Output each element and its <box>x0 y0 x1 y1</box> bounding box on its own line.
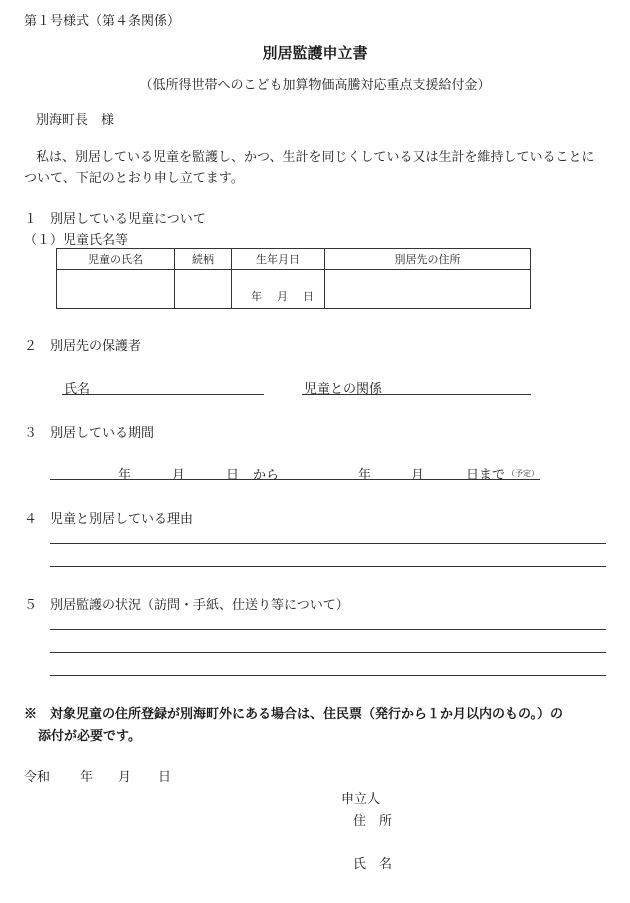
from-month-label: 月 <box>172 468 186 483</box>
applicant-address-label: 住 所 <box>353 814 393 829</box>
section4-heading: ４ 児童と別居している理由 <box>24 512 194 527</box>
period-field[interactable] <box>50 479 540 480</box>
birthdate-placeholder: 年 月 日 <box>251 290 316 303</box>
form-number: 第１号様式（第４条関係） <box>24 14 181 29</box>
status-line-3[interactable] <box>50 675 606 676</box>
section3-heading: ３ 別居している期間 <box>24 426 155 441</box>
guardian-name-label: 氏名 <box>64 382 91 397</box>
to-day-label: 日まで <box>466 468 506 483</box>
relationship-cell[interactable] <box>175 270 232 309</box>
relation-label: 児童との関係 <box>304 382 383 397</box>
reason-line-2[interactable] <box>50 566 606 567</box>
guardian-name-field[interactable] <box>62 394 264 395</box>
status-line-1[interactable] <box>50 629 606 630</box>
to-year-label: 年 <box>358 468 372 483</box>
planned-note: （予定） <box>507 469 539 478</box>
relation-field[interactable] <box>302 394 531 395</box>
intro-line-2: ついて、下記のとおり申し立てます。 <box>24 171 244 186</box>
date-day-label: 日 <box>158 770 172 785</box>
date-era: 令和 <box>24 770 51 785</box>
applicant-label: 申立人 <box>341 792 381 807</box>
section5-heading: ５ 別居監護の状況（訪問・手紙、仕送り等について） <box>24 598 349 613</box>
intro-line-1: 私は、別居している児童を監護し、かつ、生計を同じくしている又は生計を維持していることに <box>36 150 595 165</box>
note-line-2: 添付が必要です。 <box>38 729 141 744</box>
date-month-label: 月 <box>118 770 132 785</box>
section1-heading: １ 別居している児童について <box>24 212 206 227</box>
date-year-label: 年 <box>80 770 94 785</box>
address-cell[interactable] <box>325 270 531 309</box>
section1-subheading: （１）児童氏名等 <box>24 233 129 248</box>
from-word: から <box>253 468 280 483</box>
column-header-address: 別居先の住所 <box>325 249 531 270</box>
note-line-1: ※ 対象児童の住所登録が別海町外にある場合は、住民票（発行から１か月以内のもの。）の <box>24 707 563 722</box>
addressee: 別海町長 様 <box>36 113 115 128</box>
child-name-cell[interactable] <box>57 270 175 309</box>
document-title: 別居監護申立書 <box>262 44 368 62</box>
document-subtitle: （低所得世帯へのこども加算物価高騰対応重点支援給付金） <box>139 78 491 93</box>
reason-line-1[interactable] <box>50 543 606 544</box>
birthdate-cell[interactable] <box>232 270 325 309</box>
status-line-2[interactable] <box>50 652 606 653</box>
from-year-label: 年 <box>118 468 132 483</box>
column-header-relationship: 続柄 <box>175 249 232 270</box>
to-month-label: 月 <box>411 468 425 483</box>
column-header-name: 児童の氏名 <box>57 249 175 270</box>
section2-heading: ２ 別居先の保護者 <box>24 339 142 354</box>
children-table <box>56 248 531 309</box>
table-row <box>57 270 531 309</box>
applicant-name-label: 氏 名 <box>353 857 393 872</box>
column-header-birthdate: 生年月日 <box>232 249 325 270</box>
table-header-row <box>57 249 531 270</box>
from-day-label: 日 <box>226 468 240 483</box>
